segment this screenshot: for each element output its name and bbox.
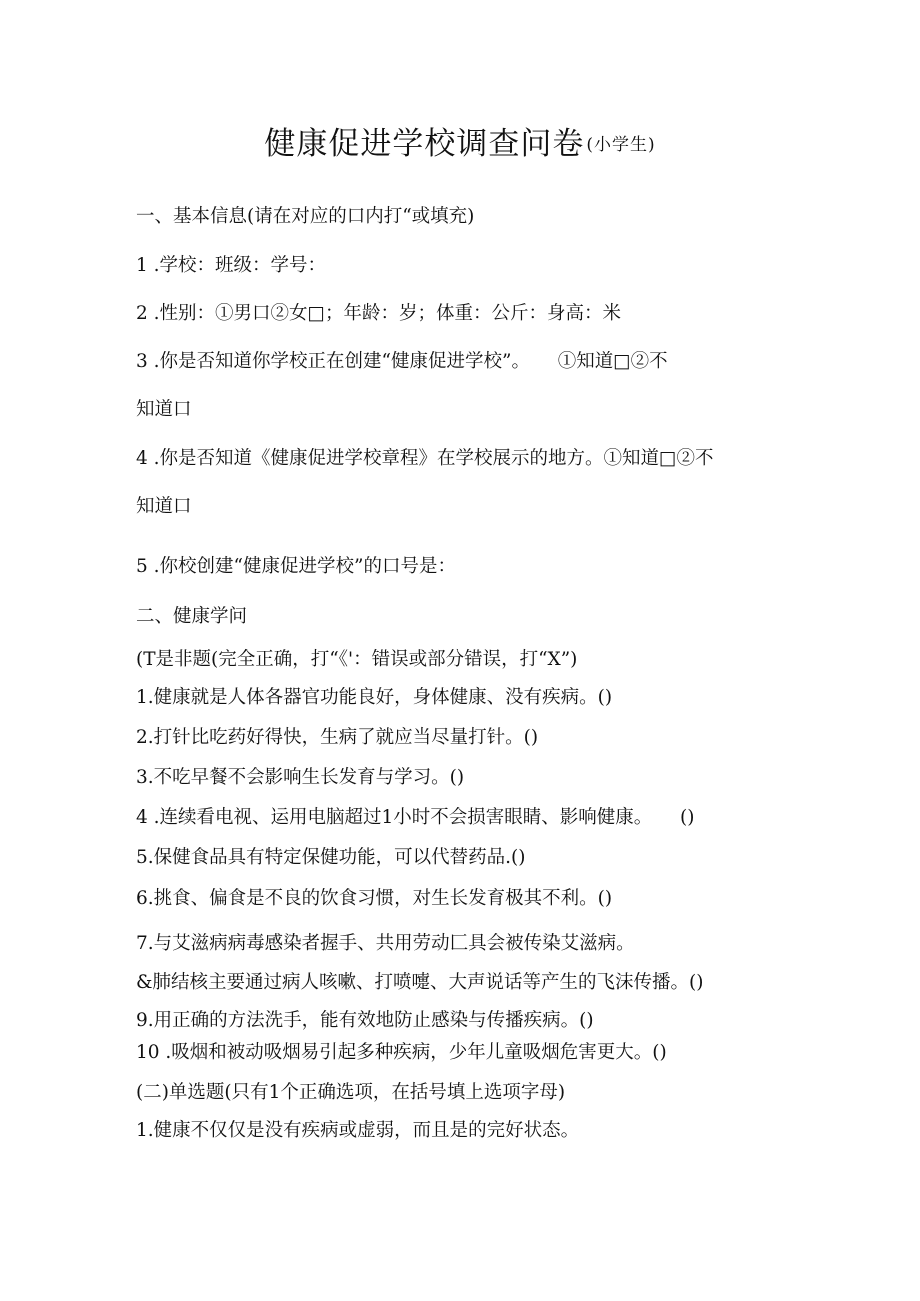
question-school-class-id: 1 .学校：班级：学号： [136, 255, 327, 276]
sc-question-1: 1.健康不仅仅是没有疾病或虚弱，而且是的完好状态。 [136, 1120, 580, 1141]
tf-question-7: 7.与艾滋病病毒感染者握手、共用劳动匚具会被传染艾滋病。 [136, 933, 635, 954]
page-title [0, 118, 920, 163]
tf-question-5: 5.保健食品具有特定保健功能，可以代替药品.() [136, 847, 526, 868]
tf-question-10: 10 .吸烟和被动吸烟易引起多种疾病，少年儿童吸烟危害更大。() [136, 1042, 667, 1063]
title-main: 健康促进学校调查问卷 [264, 126, 585, 162]
tf-question-9: 9.用正确的方法洗手，能有效地防止感染与传播疾病。() [136, 1010, 594, 1031]
true-false-instructions: (T是非题(完全正确，打“《'：错误或部分错误，打“X”) [136, 649, 578, 670]
question-know-charter-location: 4 .你是否知道《健康促进学校章程》在学校展示的地方。①知道□②不 [136, 448, 714, 469]
tf-question-1: 1.健康就是人体各器官功能良好，身体健康、没有疾病。() [136, 687, 613, 708]
question-gender-age-weight-height: 2 .性别：①男口②女□；年龄：岁；体重：公斤：身高：米 [136, 303, 622, 324]
title-subtitle: (小学生) [586, 135, 656, 155]
question-know-creating-school: 3 .你是否知道你学校正在创建“健康促进学校”。 ①知道□②不 [136, 351, 668, 372]
tf-question-4: 4 .连续看电视、运用电脑超过1小时不会损害眼睛、影响健康。 () [136, 807, 695, 828]
tf-question-8: &肺结核主要通过病人咳嗽、打喷嚏、大声说话等产生的飞沫传播。() [136, 972, 704, 993]
tf-question-2: 2.打针比吃药好得快，生病了就应当尽量打针。() [136, 727, 539, 748]
section-heading-basic-info: 一、基本信息(请在对应的口内打“或填充) [136, 206, 475, 227]
section-heading-health-knowledge: 二、健康学问 [136, 606, 248, 627]
question-know-charter-location-cont: 知道口 [136, 496, 192, 517]
question-slogan: 5 .你校创建“健康促进学校”的口号是： [136, 556, 456, 577]
tf-question-6: 6.挑食、偏食是不良的饮食习惯，对生长发育极其不利。() [136, 888, 613, 909]
tf-question-3: 3.不吃早餐不会影响生长发育与学习。() [136, 767, 465, 788]
question-know-creating-school-cont: 知道口 [136, 399, 192, 420]
section-heading-single-choice: (二)单选题(只有1个正确选项，在括号填上选项字母) [136, 1082, 566, 1103]
